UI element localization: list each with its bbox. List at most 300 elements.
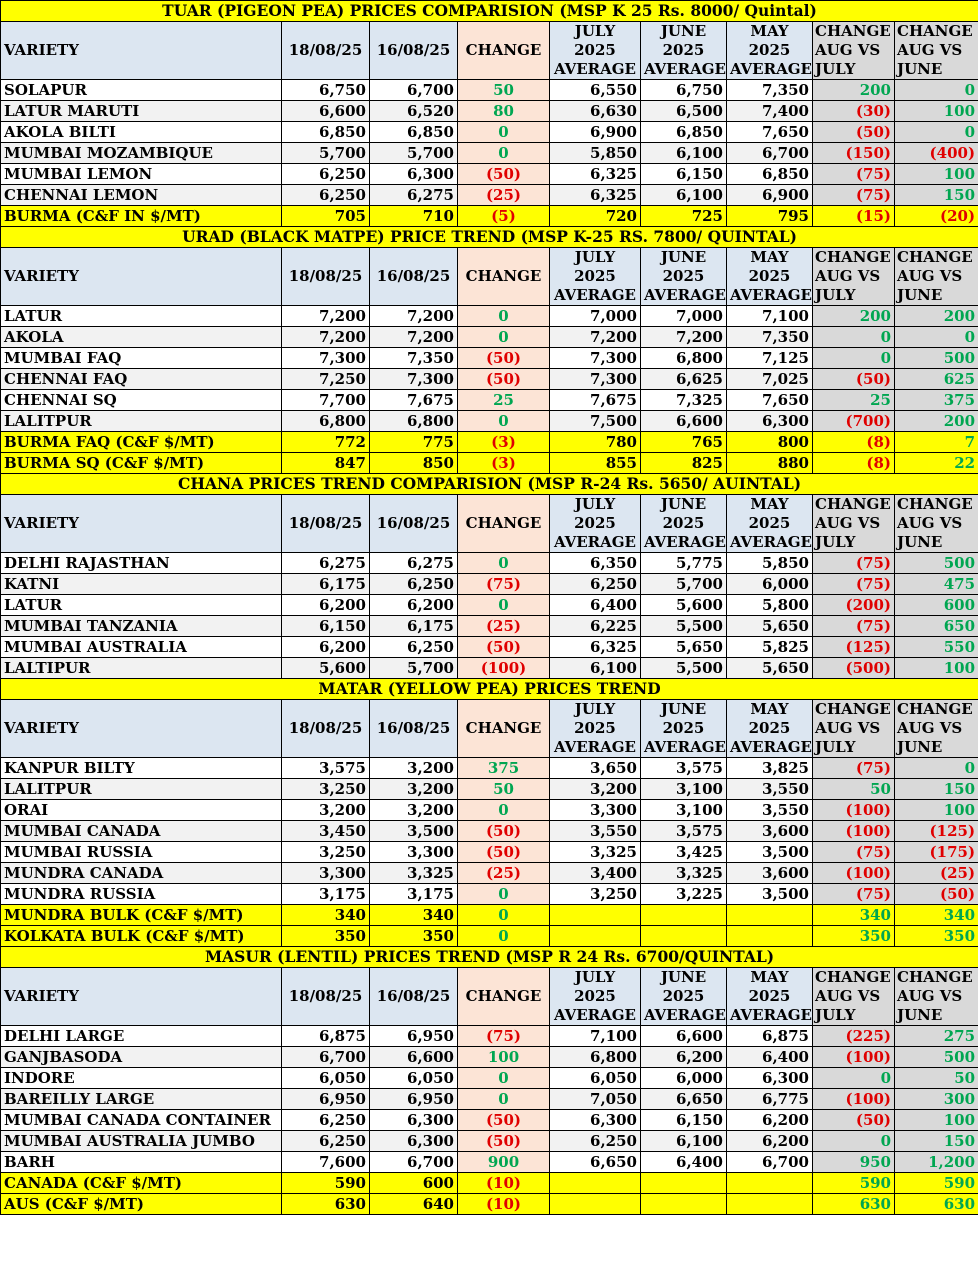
variety-cell: BURMA SQ (C&F $/MT) — [1, 453, 282, 474]
may-average-cell: 6,000 — [727, 574, 813, 595]
may-average-cell: 3,600 — [727, 821, 813, 842]
price-18-08-cell: 772 — [282, 432, 370, 453]
may-header-line: AVERAGE — [730, 286, 812, 304]
july-average-cell: 6,250 — [550, 1131, 641, 1152]
change-aug-vs-july-cell: (700) — [813, 411, 895, 432]
change-aug-vs-june-cell: (20) — [895, 206, 978, 227]
table-row — [1, 206, 978, 227]
variety-cell: CHENNAI LEMON — [1, 185, 282, 206]
june-average-cell: 6,100 — [641, 1131, 727, 1152]
june-header-line: AVERAGE — [644, 738, 726, 756]
table-row — [1, 758, 978, 779]
price-18-08-cell: 6,275 — [282, 553, 370, 574]
june-average-cell: 6,150 — [641, 1110, 727, 1131]
may-average-cell: 3,500 — [727, 884, 813, 905]
column-header-row — [1, 968, 978, 1026]
july-average-header — [550, 248, 641, 306]
change-aug-vs-june-cell: 0 — [895, 122, 978, 143]
table-row — [1, 863, 978, 884]
may-average-cell: 7,350 — [727, 80, 813, 101]
price-16-08-cell: 775 — [370, 432, 458, 453]
variety-cell: MUNDRA RUSSIA — [1, 884, 282, 905]
july-average-cell — [550, 1173, 641, 1194]
change-cell: 50 — [458, 779, 550, 800]
price-18-08-cell: 6,600 — [282, 101, 370, 122]
july-header-line: JULY — [574, 968, 616, 986]
july-header-line: 2025 — [574, 514, 616, 532]
may-average-cell — [727, 926, 813, 947]
change-aug-vs-june-cell: (125) — [895, 821, 978, 842]
cmp_july-header-line: CHANGE — [815, 495, 891, 513]
july-average-cell: 720 — [550, 206, 641, 227]
table-row — [1, 1110, 978, 1131]
price-16-08-cell: 5,700 — [370, 658, 458, 679]
may-average-cell: 6,700 — [727, 1152, 813, 1173]
cmp-june-header — [895, 495, 978, 553]
change-aug-vs-july-cell: (75) — [813, 553, 895, 574]
price-16-08-cell: 340 — [370, 905, 458, 926]
price-18-08-cell: 7,200 — [282, 327, 370, 348]
may-average-cell: 6,850 — [727, 164, 813, 185]
june-average-cell: 725 — [641, 206, 727, 227]
variety-header: VARIETY — [1, 700, 282, 758]
may-header-line: AVERAGE — [730, 533, 812, 551]
change-cell: (10) — [458, 1173, 550, 1194]
change-header: CHANGE — [458, 22, 550, 80]
table-row — [1, 101, 978, 122]
change-cell: (50) — [458, 348, 550, 369]
cmp_june-header-line: JUNE — [897, 533, 943, 551]
june-average-cell: 3,575 — [641, 821, 727, 842]
price-16-08-cell: 7,350 — [370, 348, 458, 369]
price-16-08-cell: 6,250 — [370, 574, 458, 595]
may-average-cell: 800 — [727, 432, 813, 453]
cmp_june-header-line: CHANGE — [897, 968, 973, 986]
change-cell: 0 — [458, 905, 550, 926]
cmp_june-header-line: CHANGE — [897, 22, 973, 40]
change-aug-vs-june-cell: 340 — [895, 905, 978, 926]
june-average-cell: 825 — [641, 453, 727, 474]
july-header-line: JULY — [574, 700, 616, 718]
change-aug-vs-july-cell: 950 — [813, 1152, 895, 1173]
change-aug-vs-june-cell: (400) — [895, 143, 978, 164]
june-header-line: JUNE — [660, 700, 707, 718]
price-16-08-cell: 6,050 — [370, 1068, 458, 1089]
change-aug-vs-july-cell: (125) — [813, 637, 895, 658]
july-average-cell: 6,400 — [550, 595, 641, 616]
price-18-08-cell: 3,575 — [282, 758, 370, 779]
variety-cell: BARH — [1, 1152, 282, 1173]
change-cell: 80 — [458, 101, 550, 122]
price-18-08-cell: 6,750 — [282, 80, 370, 101]
cmp_july-header-line: CHANGE — [815, 22, 891, 40]
may-average-cell: 5,800 — [727, 595, 813, 616]
price-16-08-cell: 6,200 — [370, 595, 458, 616]
june-average-cell: 3,575 — [641, 758, 727, 779]
variety-cell: LALITPUR — [1, 411, 282, 432]
price-16-08-cell: 6,700 — [370, 1152, 458, 1173]
change-header: CHANGE — [458, 700, 550, 758]
price-18-08-cell: 3,250 — [282, 779, 370, 800]
variety-cell: MUNDRA CANADA — [1, 863, 282, 884]
section-title: CHANA PRICES TREND COMPARISION (MSP R-24 Rs. 5650/ AUINTAL) — [1, 474, 978, 495]
change-aug-vs-july-cell: 0 — [813, 1131, 895, 1152]
change-aug-vs-july-cell: (200) — [813, 595, 895, 616]
july-average-header — [550, 700, 641, 758]
variety-cell: BAREILLY LARGE — [1, 1089, 282, 1110]
change-aug-vs-july-cell: 200 — [813, 80, 895, 101]
june-header-line: AVERAGE — [644, 533, 726, 551]
price-16-08-cell: 3,500 — [370, 821, 458, 842]
july-average-cell: 6,250 — [550, 574, 641, 595]
price-16-08-cell: 3,325 — [370, 863, 458, 884]
change-aug-vs-july-cell: (225) — [813, 1026, 895, 1047]
price-16-08-cell: 6,250 — [370, 637, 458, 658]
price-16-08-cell: 6,700 — [370, 80, 458, 101]
june-average-cell: 6,650 — [641, 1089, 727, 1110]
june-header-line: AVERAGE — [644, 60, 726, 78]
table-row — [1, 637, 978, 658]
change-aug-vs-june-cell: 550 — [895, 637, 978, 658]
change-aug-vs-july-cell: (75) — [813, 758, 895, 779]
may-header-line: MAY — [750, 968, 789, 986]
july-average-cell: 6,300 — [550, 1110, 641, 1131]
july-average-cell: 7,100 — [550, 1026, 641, 1047]
table-row — [1, 1068, 978, 1089]
variety-cell: MUMBAI CANADA CONTAINER — [1, 1110, 282, 1131]
variety-cell: MUMBAI RUSSIA — [1, 842, 282, 863]
cmp_july-header-line: JULY — [815, 60, 856, 78]
change-cell: (50) — [458, 1131, 550, 1152]
price-16-08-cell: 710 — [370, 206, 458, 227]
table-row — [1, 143, 978, 164]
may-average-cell: 6,300 — [727, 411, 813, 432]
price-16-08-cell: 6,950 — [370, 1089, 458, 1110]
june-average-cell: 7,200 — [641, 327, 727, 348]
cmp-july-header — [813, 248, 895, 306]
price-18-08-cell: 6,850 — [282, 122, 370, 143]
price-16-08-cell: 7,300 — [370, 369, 458, 390]
june-header-line: 2025 — [662, 267, 705, 285]
variety-cell: CHENNAI FAQ — [1, 369, 282, 390]
table-row — [1, 842, 978, 863]
date2-header: 16/08/25 — [370, 495, 458, 553]
change-cell: (50) — [458, 637, 550, 658]
column-header-row — [1, 248, 978, 306]
may-average-cell — [727, 905, 813, 926]
table-row — [1, 432, 978, 453]
change-aug-vs-june-cell: 50 — [895, 1068, 978, 1089]
variety-cell: AKOLA BILTI — [1, 122, 282, 143]
price-18-08-cell: 630 — [282, 1194, 370, 1215]
change-aug-vs-june-cell: (175) — [895, 842, 978, 863]
july-average-cell: 6,325 — [550, 185, 641, 206]
variety-cell: KATNI — [1, 574, 282, 595]
column-header-row — [1, 495, 978, 553]
change-cell: (25) — [458, 863, 550, 884]
july-average-cell: 6,225 — [550, 616, 641, 637]
price-18-08-cell: 3,300 — [282, 863, 370, 884]
cmp_july-header-line: JULY — [815, 1006, 856, 1024]
cmp_july-header-line: AUG VS — [815, 719, 881, 737]
change-aug-vs-july-cell: 200 — [813, 306, 895, 327]
table-row — [1, 306, 978, 327]
variety-cell: AUS (C&F $/MT) — [1, 1194, 282, 1215]
july-average-cell: 6,350 — [550, 553, 641, 574]
change-cell: (50) — [458, 1110, 550, 1131]
july-average-cell: 3,400 — [550, 863, 641, 884]
change-aug-vs-july-cell: 0 — [813, 348, 895, 369]
price-16-08-cell: 6,275 — [370, 185, 458, 206]
june-average-cell: 7,000 — [641, 306, 727, 327]
change-aug-vs-june-cell: 500 — [895, 1047, 978, 1068]
july-average-header — [550, 22, 641, 80]
table-row — [1, 616, 978, 637]
table-row — [1, 1194, 978, 1215]
change-aug-vs-june-cell: 650 — [895, 616, 978, 637]
june-average-header — [641, 22, 727, 80]
table-row — [1, 185, 978, 206]
change-cell: (50) — [458, 369, 550, 390]
may-average-header — [727, 968, 813, 1026]
change-aug-vs-july-cell: (50) — [813, 122, 895, 143]
change-aug-vs-july-cell: (8) — [813, 432, 895, 453]
column-header-row — [1, 22, 978, 80]
table-row — [1, 553, 978, 574]
change-cell: 0 — [458, 1068, 550, 1089]
june-average-cell — [641, 1173, 727, 1194]
cmp_july-header-line: CHANGE — [815, 700, 891, 718]
change-aug-vs-july-cell: (75) — [813, 884, 895, 905]
june-header-line: 2025 — [662, 514, 705, 532]
june-average-cell: 6,000 — [641, 1068, 727, 1089]
change-aug-vs-july-cell: (150) — [813, 143, 895, 164]
table-row — [1, 1173, 978, 1194]
july-average-cell: 855 — [550, 453, 641, 474]
may-average-cell: 6,400 — [727, 1047, 813, 1068]
price-16-08-cell: 350 — [370, 926, 458, 947]
may-average-cell: 7,350 — [727, 327, 813, 348]
cmp-july-header — [813, 968, 895, 1026]
june-header-line: JUNE — [660, 22, 707, 40]
may-header-line: MAY — [750, 248, 789, 266]
change-aug-vs-june-cell: 625 — [895, 369, 978, 390]
may-average-cell: 6,200 — [727, 1131, 813, 1152]
july-header-line: AVERAGE — [554, 1006, 636, 1024]
change-cell: 0 — [458, 411, 550, 432]
change-cell: (10) — [458, 1194, 550, 1215]
may-header-line: 2025 — [748, 267, 791, 285]
may-average-cell: 7,100 — [727, 306, 813, 327]
may-average-cell: 3,550 — [727, 779, 813, 800]
change-aug-vs-july-cell: 630 — [813, 1194, 895, 1215]
date1-header: 18/08/25 — [282, 495, 370, 553]
change-aug-vs-july-cell: 50 — [813, 779, 895, 800]
change-cell: 50 — [458, 80, 550, 101]
july-header-line: AVERAGE — [554, 286, 636, 304]
change-header: CHANGE — [458, 248, 550, 306]
price-16-08-cell: 6,175 — [370, 616, 458, 637]
may-average-cell: 6,900 — [727, 185, 813, 206]
price-16-08-cell: 6,520 — [370, 101, 458, 122]
variety-cell: LATUR — [1, 595, 282, 616]
table-row — [1, 779, 978, 800]
price-16-08-cell: 7,675 — [370, 390, 458, 411]
change-aug-vs-june-cell: 150 — [895, 185, 978, 206]
june-average-cell: 6,600 — [641, 1026, 727, 1047]
july-average-cell: 3,300 — [550, 800, 641, 821]
change-aug-vs-july-cell: (500) — [813, 658, 895, 679]
price-16-08-cell: 6,850 — [370, 122, 458, 143]
table-row — [1, 164, 978, 185]
variety-cell: KOLKATA BULK (C&F $/MT) — [1, 926, 282, 947]
table-row — [1, 122, 978, 143]
may-average-cell — [727, 1194, 813, 1215]
price-16-08-cell: 6,275 — [370, 553, 458, 574]
date1-header: 18/08/25 — [282, 700, 370, 758]
july-average-cell: 6,630 — [550, 101, 641, 122]
june-average-cell: 5,775 — [641, 553, 727, 574]
july-average-cell — [550, 926, 641, 947]
cmp-june-header — [895, 22, 978, 80]
may-header-line: AVERAGE — [730, 738, 812, 756]
change-cell: (75) — [458, 574, 550, 595]
july-header-line: AVERAGE — [554, 533, 636, 551]
variety-cell: LATUR MARUTI — [1, 101, 282, 122]
price-18-08-cell: 590 — [282, 1173, 370, 1194]
table-row — [1, 327, 978, 348]
june-average-cell: 3,425 — [641, 842, 727, 863]
price-16-08-cell: 3,200 — [370, 758, 458, 779]
price-18-08-cell: 3,250 — [282, 842, 370, 863]
variety-cell: CANADA (C&F $/MT) — [1, 1173, 282, 1194]
section-title: MASUR (LENTIL) PRICES TREND (MSP R 24 Rs. 6700/QUINTAL) — [1, 947, 978, 968]
june-average-cell: 6,800 — [641, 348, 727, 369]
variety-cell: MUMBAI TANZANIA — [1, 616, 282, 637]
table-row — [1, 369, 978, 390]
change-cell: (50) — [458, 821, 550, 842]
may-header-line: 2025 — [748, 987, 791, 1005]
may-average-cell: 5,650 — [727, 616, 813, 637]
may-average-cell: 6,200 — [727, 1110, 813, 1131]
change-cell: (75) — [458, 1026, 550, 1047]
price-16-08-cell: 3,200 — [370, 800, 458, 821]
june-header-line: AVERAGE — [644, 1006, 726, 1024]
sheet-body — [1, 1, 978, 1215]
june-header-line: 2025 — [662, 41, 705, 59]
june-average-header — [641, 248, 727, 306]
june-average-cell: 3,100 — [641, 800, 727, 821]
cmp_june-header-line: CHANGE — [897, 495, 973, 513]
variety-cell: MUMBAI CANADA — [1, 821, 282, 842]
june-average-cell: 5,600 — [641, 595, 727, 616]
change-aug-vs-july-cell: (50) — [813, 369, 895, 390]
change-aug-vs-june-cell: 500 — [895, 553, 978, 574]
change-aug-vs-june-cell: 200 — [895, 411, 978, 432]
change-aug-vs-july-cell: (75) — [813, 574, 895, 595]
july-average-cell: 6,900 — [550, 122, 641, 143]
price-18-08-cell: 3,200 — [282, 800, 370, 821]
july-header-line: AVERAGE — [554, 60, 636, 78]
change-aug-vs-july-cell: (100) — [813, 863, 895, 884]
change-aug-vs-june-cell: 1,200 — [895, 1152, 978, 1173]
variety-cell: AKOLA — [1, 327, 282, 348]
change-aug-vs-july-cell: (15) — [813, 206, 895, 227]
date2-header: 16/08/25 — [370, 968, 458, 1026]
change-cell: 0 — [458, 553, 550, 574]
cmp_june-header-line: AUG VS — [897, 987, 963, 1005]
change-cell: 375 — [458, 758, 550, 779]
change-aug-vs-july-cell: 0 — [813, 327, 895, 348]
change-aug-vs-july-cell: (30) — [813, 101, 895, 122]
price-18-08-cell: 6,800 — [282, 411, 370, 432]
price-18-08-cell: 6,250 — [282, 185, 370, 206]
variety-cell: MUNDRA BULK (C&F $/MT) — [1, 905, 282, 926]
table-row — [1, 1089, 978, 1110]
may-average-cell: 7,400 — [727, 101, 813, 122]
price-16-08-cell: 6,600 — [370, 1047, 458, 1068]
price-16-08-cell: 6,800 — [370, 411, 458, 432]
change-cell: 0 — [458, 306, 550, 327]
table-row — [1, 80, 978, 101]
variety-header: VARIETY — [1, 248, 282, 306]
price-18-08-cell: 3,175 — [282, 884, 370, 905]
cmp_july-header-line: AUG VS — [815, 987, 881, 1005]
change-aug-vs-july-cell: (100) — [813, 800, 895, 821]
change-aug-vs-june-cell: 590 — [895, 1173, 978, 1194]
may-average-cell: 3,500 — [727, 842, 813, 863]
may-average-cell: 6,875 — [727, 1026, 813, 1047]
variety-cell: MUMBAI LEMON — [1, 164, 282, 185]
price-18-08-cell: 5,600 — [282, 658, 370, 679]
table-row — [1, 884, 978, 905]
table-row — [1, 800, 978, 821]
variety-cell: DELHI LARGE — [1, 1026, 282, 1047]
cmp_july-header-line: JULY — [815, 533, 856, 551]
june-average-cell: 7,325 — [641, 390, 727, 411]
june-average-cell: 6,400 — [641, 1152, 727, 1173]
cmp-july-header — [813, 22, 895, 80]
price-18-08-cell: 6,250 — [282, 1131, 370, 1152]
change-aug-vs-june-cell: 100 — [895, 164, 978, 185]
price-16-08-cell: 7,200 — [370, 306, 458, 327]
cmp_june-header-line: JUNE — [897, 286, 943, 304]
july-average-cell: 3,325 — [550, 842, 641, 863]
price-18-08-cell: 6,875 — [282, 1026, 370, 1047]
change-aug-vs-june-cell: 200 — [895, 306, 978, 327]
change-aug-vs-june-cell: 275 — [895, 1026, 978, 1047]
change-aug-vs-july-cell: (75) — [813, 185, 895, 206]
change-aug-vs-july-cell: (100) — [813, 821, 895, 842]
july-average-cell: 6,550 — [550, 80, 641, 101]
cmp-june-header — [895, 968, 978, 1026]
change-cell: (50) — [458, 164, 550, 185]
june-average-cell — [641, 926, 727, 947]
variety-cell: MUMBAI AUSTRALIA JUMBO — [1, 1131, 282, 1152]
table-row — [1, 1047, 978, 1068]
june-average-header — [641, 495, 727, 553]
price-18-08-cell: 7,700 — [282, 390, 370, 411]
change-cell: (50) — [458, 842, 550, 863]
july-header-line: 2025 — [574, 719, 616, 737]
june-average-cell: 3,225 — [641, 884, 727, 905]
june-average-cell: 6,500 — [641, 101, 727, 122]
variety-cell: CHENNAI SQ — [1, 390, 282, 411]
change-aug-vs-june-cell: 100 — [895, 1110, 978, 1131]
change-aug-vs-june-cell: 0 — [895, 758, 978, 779]
may-average-cell: 880 — [727, 453, 813, 474]
change-aug-vs-june-cell: 350 — [895, 926, 978, 947]
